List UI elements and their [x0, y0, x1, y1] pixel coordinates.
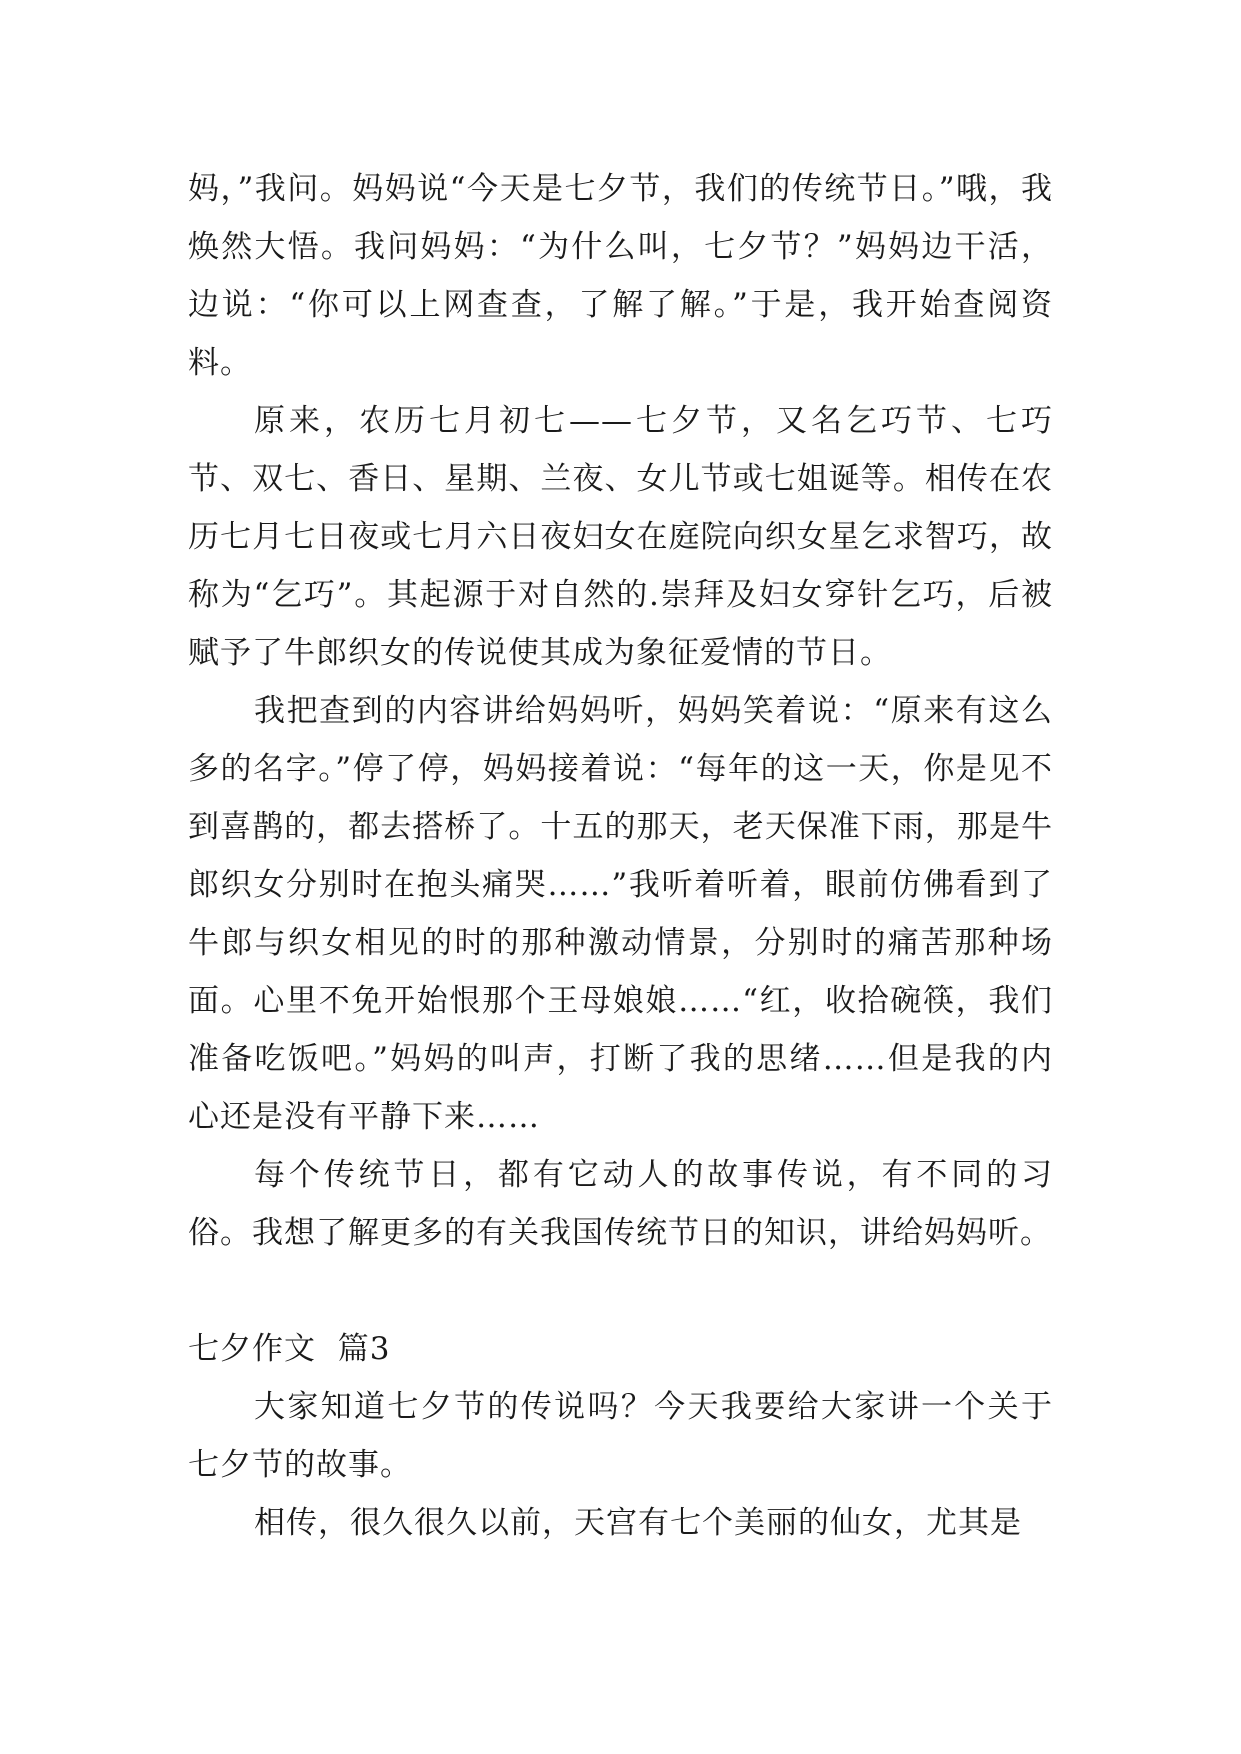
paragraph-4: 每个传统节日，都有它动人的故事传说，有不同的习俗。我想了解更多的有关我国传统节日的知识，讲给妈妈听。: [188, 1157, 1053, 1251]
paragraph-6: 相传，很久很久以前，天宫有七个美丽的仙女，尤其是: [254, 1505, 1022, 1541]
paragraph-3: 我把查到的内容讲给妈妈听，妈妈笑着说：“原来有这么多的名字。”停了停，妈妈接着说：“每年的这一天，你是见不到喜鹊的，都去搭桥了。十五的那天，老天保准下雨，那是牛郎织女分别时在抱头痛哭……”我听着听着，眼前仿佛看到了牛郎与织女相见的时的那种激动情景，分别时的痛苦那种场面。心里不免开始恨那个王母娘娘……“红，收拾碗筷，我们准备吃饭吧。”妈妈的叫声，打断了我的思绪……但是我的内心还是没有平静下来……: [188, 693, 1053, 1135]
paragraph-1: 妈，”我问。妈妈说“今天是七夕节，我们的传统节日。”哦，我焕然大悟。我问妈妈：“为什么叫，七夕节？”妈妈边干活，边说：“你可以上网查查，了解了解。”于是，我开始查阅资料。: [188, 171, 1053, 381]
paragraph-2: 原来，农历七月初七——七夕节，又名乞巧节、七巧节、双七、香日、星期、兰夜、女儿节或七姐诞等。相传在农历七月七日夜或七月六日夜妇女在庭院向织女星乞求智巧，故称为“乞巧”。其起源于对自然的.崇拜及妇女穿针乞巧，后被赋予了牛郎织女的传说使其成为象征爱情的节日。: [188, 403, 1053, 671]
paragraph-5: 大家知道七夕节的传说吗？今天我要给大家讲一个关于七夕节的故事。: [188, 1389, 1053, 1483]
section-heading: 七夕作文 篇3: [188, 1331, 391, 1367]
document-body: [188, 160, 1053, 1552]
